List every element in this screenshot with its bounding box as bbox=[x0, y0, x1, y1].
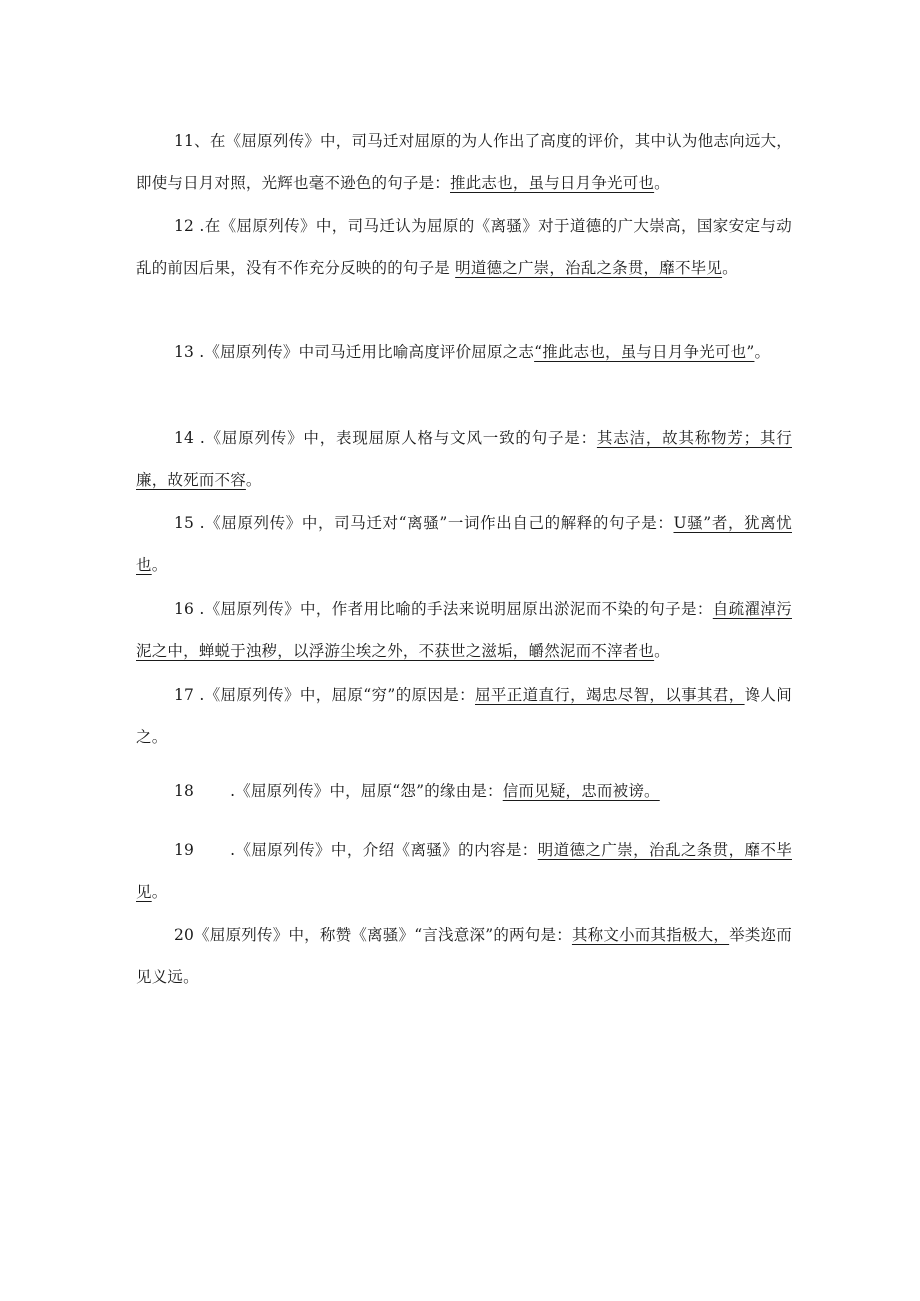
question-18 bbox=[136, 770, 792, 812]
question-17 bbox=[136, 674, 792, 758]
answer-tail: 。 bbox=[151, 883, 168, 901]
answer-text: 推此志也，虽与日月争光可也 bbox=[450, 174, 655, 192]
question-16 bbox=[136, 588, 792, 672]
question-number: 16 bbox=[174, 600, 195, 618]
answer-tail: 。 bbox=[654, 642, 670, 660]
question-14 bbox=[136, 417, 792, 501]
answer-text: 其称文小而其指极大， bbox=[571, 926, 730, 944]
answer-text: “推此志也，虽与日月争光可也” bbox=[534, 343, 755, 361]
question-text: 《屈原列传》中，称赞《离骚》“言浅意深”的两句是： bbox=[194, 926, 572, 944]
question-text: 《屈原列传》中，表现屈原人格与文风一致的句子是： bbox=[204, 429, 597, 447]
question-separator: . bbox=[194, 217, 205, 235]
question-separator: . bbox=[194, 429, 205, 447]
question-number: 15 bbox=[174, 514, 195, 532]
question-text: 《屈原列传》中司马迁用比喻高度评价屈原之志 bbox=[204, 343, 535, 361]
question-separator: . bbox=[194, 514, 205, 532]
question-15 bbox=[136, 502, 792, 586]
question-12 bbox=[136, 205, 792, 289]
question-text: 《屈原列传》中，介绍《离骚》的内容是： bbox=[235, 841, 538, 859]
question-11 bbox=[136, 120, 792, 204]
answer-tail: 。 bbox=[245, 471, 262, 489]
answer-text: 其志洁，故其称物芳；其行廉，故死而不容 bbox=[136, 429, 792, 489]
answer-tail: 。 bbox=[654, 174, 670, 192]
question-text: 在《屈原列传》中，司马迁认为屈原的《离骚》对于道德的广大崇高，国家安定与动乱的前因后果，没有不作充分反映的的句子是 bbox=[136, 217, 792, 277]
question-text: 《屈原列传》中，作者用比喻的手法来说明屈原出淤泥而不染的句子是： bbox=[204, 600, 713, 618]
question-separator: . bbox=[230, 782, 236, 800]
question-text: 在《屈原列传》中，司马迁对屈原的为人作出了高度的评价，其中认为他志向远大，即使与日月对照，光辉也毫不逊色的句子是： bbox=[136, 132, 793, 192]
question-separator: . bbox=[194, 686, 205, 704]
answer-text: 明道德之广崇，治乱之条贯，靡不毕见 bbox=[136, 841, 792, 901]
answer-tail: 举类迩而见义远。 bbox=[136, 926, 792, 986]
question-text: 《屈原列传》中，屈原“怨”的缘由是： bbox=[235, 782, 503, 800]
question-number: 11 bbox=[174, 132, 195, 150]
answer-text: 屈平正道直行，竭忠尽智，以事其君， bbox=[475, 686, 745, 704]
answer-tail: 谗人间之。 bbox=[136, 686, 792, 746]
question-13 bbox=[136, 331, 792, 373]
question-number: 12 bbox=[174, 217, 195, 235]
question-separator: . bbox=[194, 600, 205, 618]
answer-text: U骚”者，犹离忧也 bbox=[136, 514, 792, 574]
question-number: 20 bbox=[174, 926, 195, 944]
question-number: 14 bbox=[174, 429, 195, 447]
question-text: 《屈原列传》中，屈原“穷”的原因是： bbox=[204, 686, 475, 704]
question-separator: 、 bbox=[194, 132, 210, 150]
question-number: 13 bbox=[174, 343, 195, 361]
question-19 bbox=[136, 829, 792, 913]
question-separator: . bbox=[194, 343, 205, 361]
question-20 bbox=[136, 914, 792, 998]
answer-text: 明道德之广崇，治乱之条贯，靡不毕见 bbox=[455, 259, 723, 277]
question-number: 19 bbox=[174, 841, 195, 859]
question-separator: . bbox=[230, 841, 236, 859]
answer-tail: 。 bbox=[754, 343, 771, 361]
question-text: 《屈原列传》中，司马迁对“离骚”一词作出自己的解释的句子是： bbox=[204, 514, 674, 532]
answer-tail: 。 bbox=[151, 556, 168, 574]
answer-text: 信而见疑，忠而被谤。 bbox=[502, 782, 660, 800]
question-number: 18 bbox=[174, 782, 195, 800]
answer-tail: 。 bbox=[722, 259, 738, 277]
question-number: 17 bbox=[174, 686, 195, 704]
answer-text: 自疏濯淖污泥之中，蝉蜕于浊秽，以浮游尘埃之外，不获世之滋垢，皭然泥而不滓者也 bbox=[136, 600, 792, 660]
